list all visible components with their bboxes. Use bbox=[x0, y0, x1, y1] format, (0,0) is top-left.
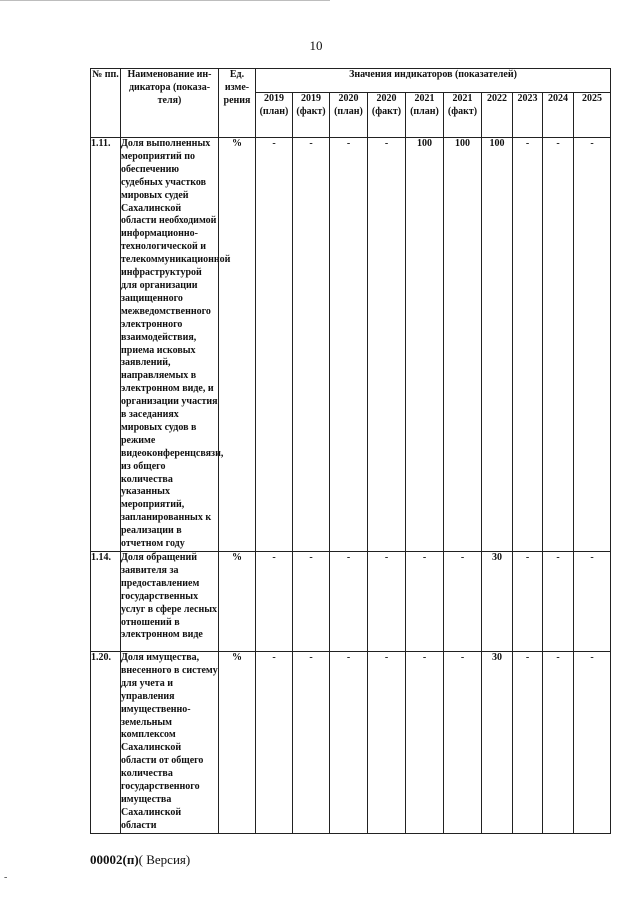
header-year: 2021 (факт) bbox=[444, 93, 482, 138]
value-cell: - bbox=[330, 552, 368, 652]
unit-cell: % bbox=[219, 652, 256, 834]
value-cell: - bbox=[330, 652, 368, 834]
document-code-number: 00002(п) bbox=[90, 852, 139, 867]
value-cell: - bbox=[256, 552, 293, 652]
indicator-name: Доля обращений заявителя за предоставлением государственных услуг в сфере лесных отношений в электронном виде bbox=[121, 552, 219, 652]
value-cell: 30 bbox=[482, 552, 513, 652]
document-version: ( Версия) bbox=[138, 852, 191, 867]
value-cell: - bbox=[574, 552, 611, 652]
scan-mark: - bbox=[4, 872, 8, 883]
row-number: 1.11. bbox=[91, 138, 121, 552]
header-year: 2022 bbox=[482, 93, 513, 138]
value-cell: 100 bbox=[406, 138, 444, 552]
indicator-name: Доля выполненных мероприятий по обеспечению судебных участков мировых судей Сахалинской области необходимой информационно-технологической и телекоммуникационной инфраструктурой для организации защищенного межведомственного электронного взаимодействия, приема исковых заявлений, направляемых в электронном виде, и организации участия в заседаниях мировых судов в режиме видеоконференцсвязи, из общего количества указанных мероприятий, запланированных к реализации в отчетном году bbox=[121, 138, 219, 552]
header-num: № пп. bbox=[91, 69, 121, 138]
unit-cell: % bbox=[219, 552, 256, 652]
header-name: Наименование ин-дикатора (показа-теля) bbox=[121, 69, 219, 138]
value-cell: - bbox=[444, 652, 482, 834]
header-year: 2024 bbox=[543, 93, 574, 138]
indicator-name: Доля имущества, внесенного в систему для учета и управления имущественно-земельным комплексом Сахалинской области от общего количества государственного имущества Сахалинской области bbox=[121, 652, 219, 834]
header-year: 2019 (факт) bbox=[293, 93, 330, 138]
row-number: 1.20. bbox=[91, 652, 121, 834]
value-cell: - bbox=[368, 552, 406, 652]
value-cell: - bbox=[406, 552, 444, 652]
table-row bbox=[91, 138, 611, 552]
value-cell: - bbox=[256, 138, 293, 552]
table-body bbox=[91, 138, 611, 834]
document-code bbox=[90, 852, 190, 868]
header-year: 2020 (план) bbox=[330, 93, 368, 138]
page-number: 10 bbox=[309, 38, 323, 53]
value-cell: 100 bbox=[444, 138, 482, 552]
header-year: 2020 (факт) bbox=[368, 93, 406, 138]
value-cell: - bbox=[293, 552, 330, 652]
header-year: 2021 (план) bbox=[406, 93, 444, 138]
value-cell: - bbox=[293, 138, 330, 552]
value-cell: - bbox=[513, 138, 543, 552]
indicators-table bbox=[90, 68, 611, 834]
value-cell: - bbox=[543, 552, 574, 652]
scan-top-line bbox=[0, 0, 330, 1]
header-values-group: Значения индикаторов (показателей) bbox=[256, 69, 611, 93]
header-year: 2025 bbox=[574, 93, 611, 138]
value-cell: - bbox=[444, 552, 482, 652]
value-cell: - bbox=[256, 652, 293, 834]
table-header bbox=[91, 69, 611, 138]
value-cell: - bbox=[543, 138, 574, 552]
header-year: 2019 (план) bbox=[256, 93, 293, 138]
value-cell: - bbox=[513, 652, 543, 834]
table-row bbox=[91, 552, 611, 652]
value-cell: 30 bbox=[482, 652, 513, 834]
unit-cell: % bbox=[219, 138, 256, 552]
value-cell: - bbox=[574, 652, 611, 834]
value-cell: - bbox=[293, 652, 330, 834]
table-row bbox=[91, 652, 611, 834]
row-number: 1.14. bbox=[91, 552, 121, 652]
value-cell: - bbox=[543, 652, 574, 834]
value-cell: 100 bbox=[482, 138, 513, 552]
header-unit: Ед. изме-рения bbox=[219, 69, 256, 138]
value-cell: - bbox=[368, 138, 406, 552]
value-cell: - bbox=[330, 138, 368, 552]
value-cell: - bbox=[368, 652, 406, 834]
header-year: 2023 bbox=[513, 93, 543, 138]
value-cell: - bbox=[574, 138, 611, 552]
value-cell: - bbox=[513, 552, 543, 652]
value-cell: - bbox=[406, 652, 444, 834]
